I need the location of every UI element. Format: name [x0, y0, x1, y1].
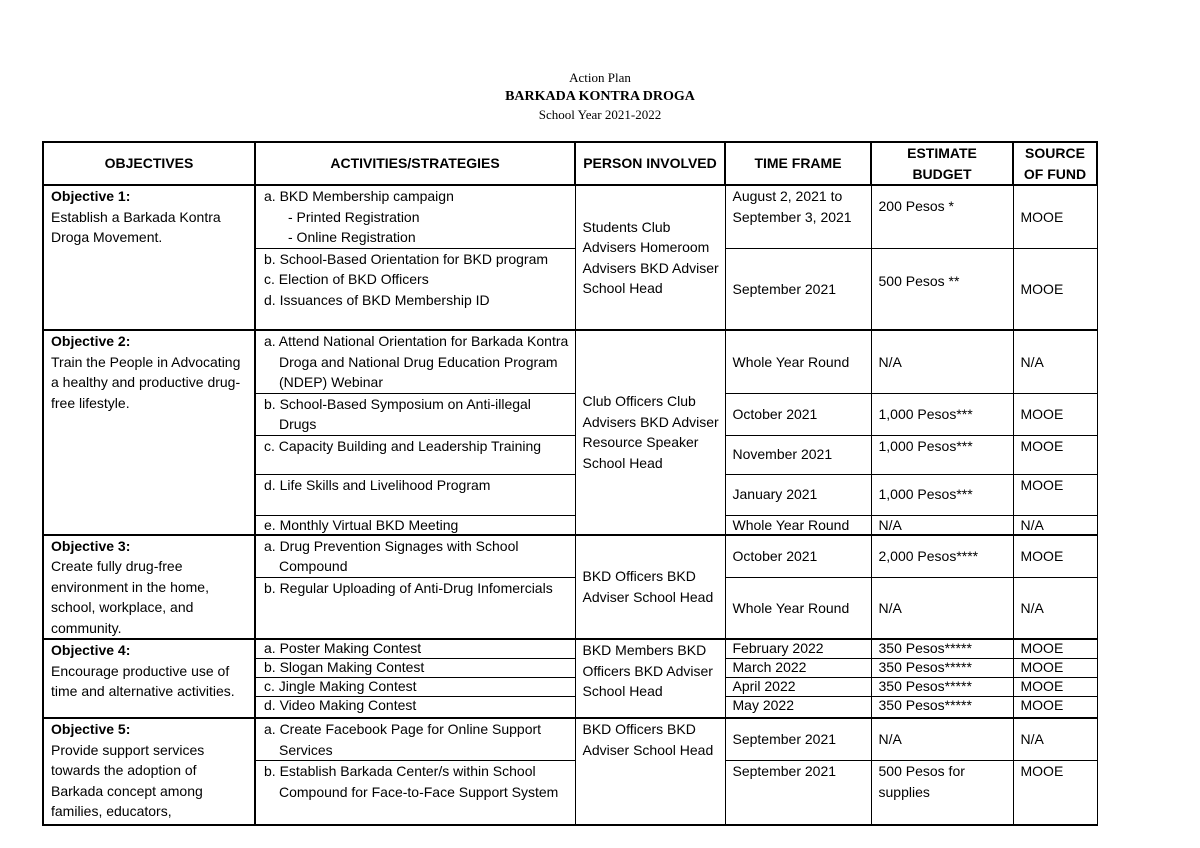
table-row: [43, 639, 1097, 658]
fund-cell: MOOE: [1013, 696, 1097, 718]
budget-cell: N/A: [871, 577, 1013, 639]
activity-cell: e. Monthly Virtual BKD Meeting: [255, 515, 575, 535]
school-year: School Year 2021-2022: [538, 107, 662, 122]
fund-cell: MOOE: [1013, 474, 1097, 515]
activity-text: a. BKD Membership campaign: [264, 188, 454, 204]
col-header-time-frame: TIME FRAME: [725, 142, 871, 185]
doc-label: Action Plan: [569, 70, 631, 85]
activity-cell: a. Poster Making Contest: [255, 639, 575, 658]
budget-cell: 1,000 Pesos***: [871, 474, 1013, 515]
time-cell: October 2021: [725, 393, 871, 435]
person-cell: BKD Officers BKD Adviser School Head: [575, 535, 725, 640]
objective-cell: [43, 718, 255, 825]
fund-cell: N/A: [1013, 718, 1097, 761]
time-cell: January 2021: [725, 474, 871, 515]
person-cell: BKD Officers BKD Adviser School Head: [575, 718, 725, 825]
col-header-activities: ACTIVITIES/STRATEGIES: [255, 142, 575, 185]
fund-cell: N/A: [1013, 515, 1097, 535]
fund-cell: MOOE: [1013, 435, 1097, 474]
objective-title: Objective 5:: [51, 721, 131, 737]
objective-text: Provide support services towards the adoption of Barkada concept among families, educators,: [51, 741, 205, 819]
time-cell: Whole Year Round: [725, 330, 871, 393]
budget-cell: 350 Pesos*****: [871, 677, 1013, 696]
time-cell: Whole Year Round: [725, 577, 871, 639]
time-cell: August 2, 2021 to September 3, 2021: [725, 185, 871, 248]
time-cell: November 2021: [725, 435, 871, 474]
fund-cell: N/A: [1013, 330, 1097, 393]
activity-cell: c. Jingle Making Contest: [255, 677, 575, 696]
objective-cell: [43, 535, 255, 640]
activity-cell: a. Attend National Orientation for Barkada Kontra Droga and National Drug Education Program (NDEP) Webinar: [255, 330, 575, 393]
col-header-fund: SOURCE OF FUND: [1013, 142, 1097, 185]
activity-cell: [255, 185, 575, 248]
time-cell: February 2022: [725, 639, 871, 658]
time-cell: September 2021: [725, 718, 871, 761]
activity-text: d. Issuances of BKD Membership ID: [264, 291, 490, 308]
time-cell: October 2021: [725, 535, 871, 578]
budget-cell: N/A: [871, 718, 1013, 761]
activity-cell: b. Slogan Making Contest: [255, 658, 575, 677]
table-row: [43, 330, 1097, 393]
budget-cell: 1,000 Pesos***: [871, 435, 1013, 474]
budget-cell: N/A: [871, 515, 1013, 535]
time-cell: Whole Year Round: [725, 515, 871, 535]
activity-cell: b. Regular Uploading of Anti-Drug Infomercials: [255, 577, 575, 639]
objective-cell: [43, 185, 255, 330]
time-cell: September 2021: [725, 248, 871, 330]
fund-cell: MOOE: [1013, 185, 1097, 248]
fund-cell: MOOE: [1013, 658, 1097, 677]
fund-cell: MOOE: [1013, 393, 1097, 435]
col-header-budget: ESTIMATE BUDGET: [871, 142, 1013, 185]
objective-title: Objective 1:: [51, 188, 131, 204]
fund-cell: MOOE: [1013, 761, 1097, 825]
objective-text: Train the People in Advocating a healthy and productive drug-free lifestyle.: [51, 353, 241, 411]
objective-title: Objective 4:: [51, 642, 131, 658]
objective-title: Objective 2:: [51, 333, 131, 349]
action-plan-table: [42, 141, 1098, 826]
objective-cell: [43, 330, 255, 535]
person-cell: BKD Members BKD Officers BKD Adviser School Head: [575, 639, 725, 718]
activity-cell: [255, 248, 575, 330]
activity-cell: b. School-Based Symposium on Anti-illegal Drugs: [255, 393, 575, 435]
person-cell: Students Club Advisers Homeroom Advisers BKD Adviser School Head: [575, 185, 725, 330]
activity-cell: d. Video Making Contest: [255, 696, 575, 718]
budget-cell: 350 Pesos*****: [871, 658, 1013, 677]
sub-activity: - Online Registration: [288, 229, 416, 245]
activity-cell: b. Establish Barkada Center/s within School Compound for Face-to-Face Support System: [255, 761, 575, 825]
header-row: [43, 142, 1097, 185]
fund-cell: MOOE: [1013, 639, 1097, 658]
table-row: [43, 535, 1097, 578]
col-header-objectives: OBJECTIVES: [43, 142, 255, 185]
budget-cell: 500 Pesos **: [871, 248, 1013, 330]
time-cell: March 2022: [725, 658, 871, 677]
fund-cell: MOOE: [1013, 535, 1097, 578]
budget-cell: 350 Pesos*****: [871, 696, 1013, 718]
fund-cell: N/A: [1013, 577, 1097, 639]
sub-activity: - Printed Registration: [288, 208, 420, 225]
table-row: [43, 185, 1097, 248]
objective-text: Establish a Barkada Kontra Droga Movement.: [51, 208, 221, 245]
person-cell: Club Officers Club Advisers BKD Adviser Resource Speaker School Head: [575, 330, 725, 535]
budget-cell: 1,000 Pesos***: [871, 393, 1013, 435]
fund-cell: MOOE: [1013, 677, 1097, 696]
col-header-person: PERSON INVOLVED: [575, 142, 725, 185]
time-cell: May 2022: [725, 696, 871, 718]
objective-title: Objective 3:: [51, 537, 131, 554]
objective-cell: [43, 639, 255, 718]
activity-cell: d. Life Skills and Livelihood Program: [255, 474, 575, 515]
activity-text: b. School-Based Orientation for BKD program: [264, 250, 549, 267]
time-cell: April 2022: [725, 677, 871, 696]
budget-cell: 350 Pesos*****: [871, 639, 1013, 658]
budget-cell: 500 Pesos for supplies: [871, 761, 1013, 825]
budget-cell: 2,000 Pesos****: [871, 535, 1013, 578]
objective-text: Encourage productive use of time and alternative activities.: [51, 662, 235, 699]
activity-cell: a. Create Facebook Page for Online Support Services: [255, 718, 575, 761]
objective-text: Create fully drug-free environment in the home, school, workplace, and community.: [51, 558, 209, 636]
activity-cell: a. Drug Prevention Signages with School Compound: [255, 535, 575, 578]
fund-cell: MOOE: [1013, 248, 1097, 330]
budget-cell: N/A: [871, 330, 1013, 393]
doc-title: BARKADA KONTRA DROGA: [505, 89, 695, 104]
time-cell: September 2021: [725, 761, 871, 825]
activity-text: c. Election of BKD Officers: [264, 271, 429, 287]
table-row: [43, 718, 1097, 761]
budget-cell: 200 Pesos *: [871, 185, 1013, 248]
activity-cell: c. Capacity Building and Leadership Training: [255, 435, 575, 474]
